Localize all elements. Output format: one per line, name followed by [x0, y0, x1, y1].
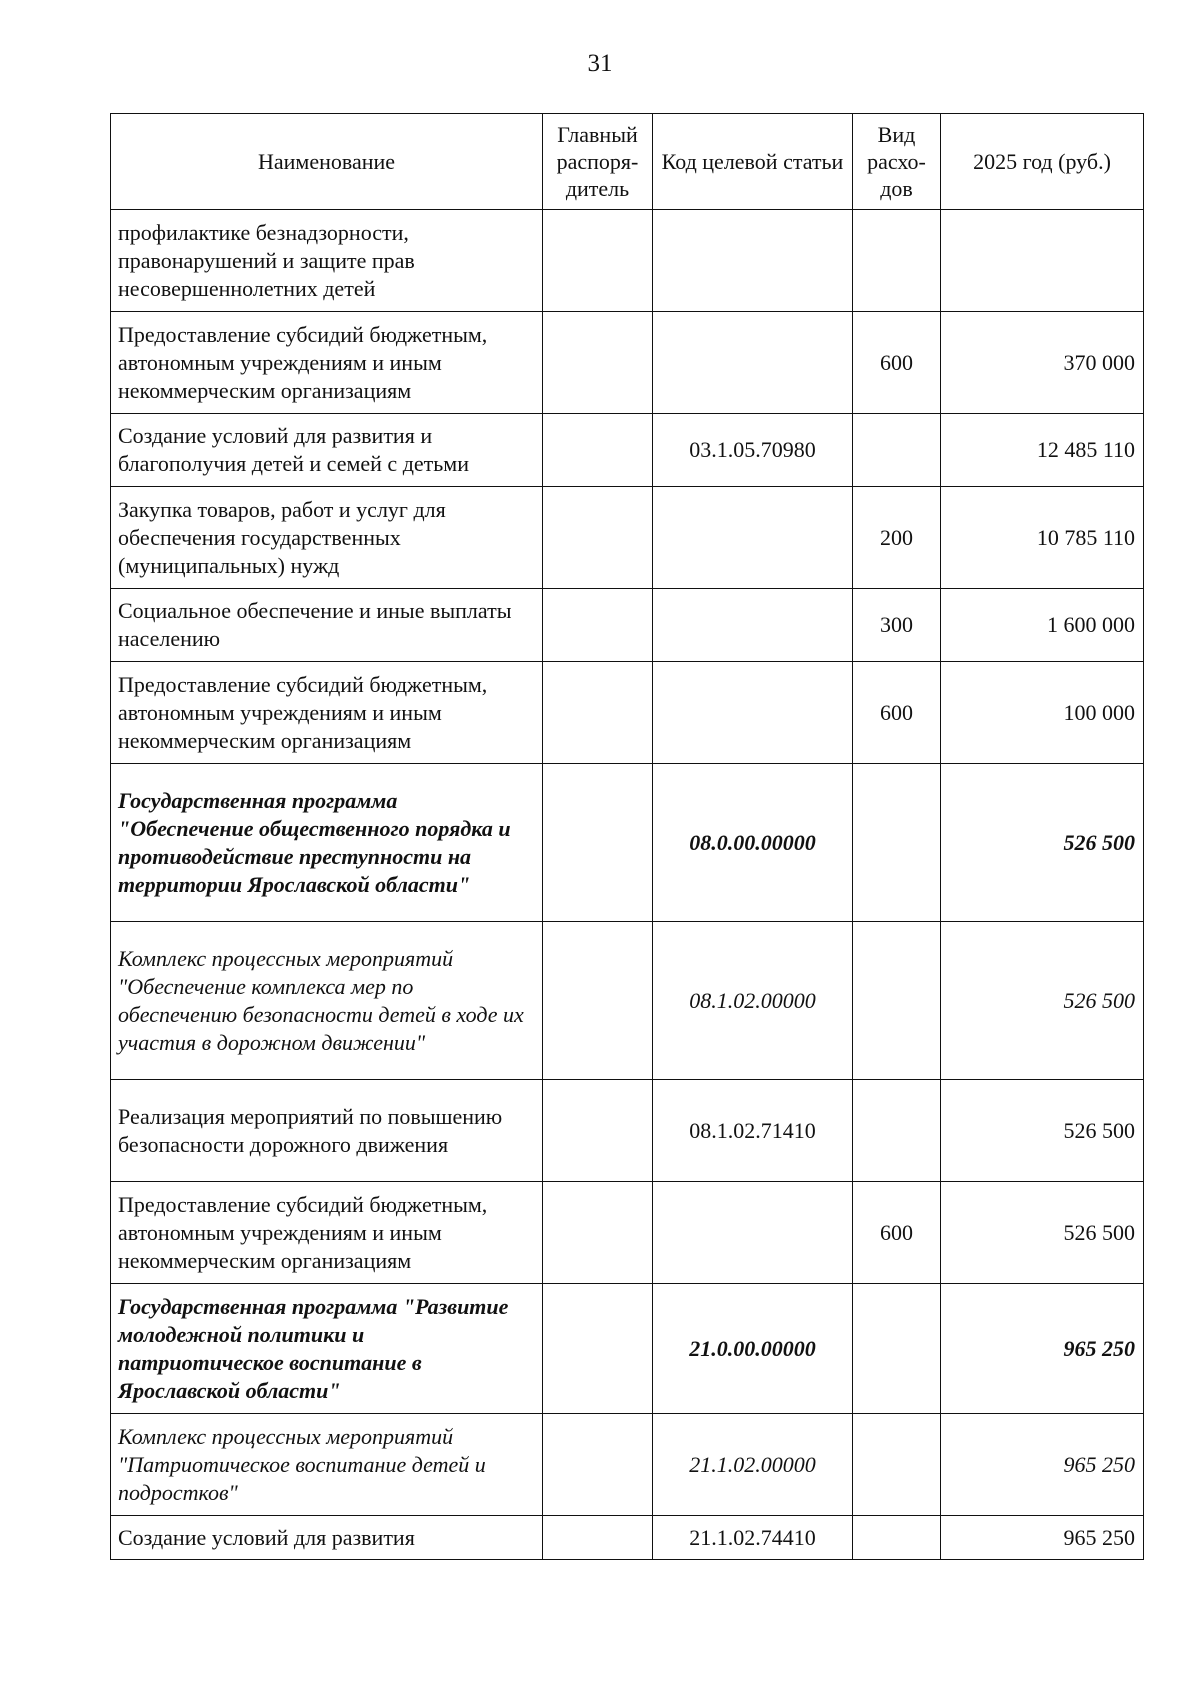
cell-type — [853, 764, 941, 922]
header-amount: 2025 год (руб.) — [941, 114, 1144, 210]
cell-name: Предоставление субсидий бюджетным, автономным учреждениям и иным некоммерческим организациям — [111, 662, 543, 764]
cell-amount: 965 250 — [941, 1516, 1144, 1560]
cell-code — [653, 662, 853, 764]
cell-admin — [543, 487, 653, 589]
cell-amount: 526 500 — [941, 764, 1144, 922]
budget-table — [110, 113, 1144, 1560]
cell-type — [853, 922, 941, 1080]
cell-admin — [543, 764, 653, 922]
cell-type — [853, 1284, 941, 1414]
cell-admin — [543, 922, 653, 1080]
cell-amount: 965 250 — [941, 1414, 1144, 1516]
cell-type: 300 — [853, 589, 941, 662]
cell-code: 03.1.05.70980 — [653, 414, 853, 487]
cell-admin — [543, 1414, 653, 1516]
table-row-complex — [111, 922, 1144, 1080]
header-name: Наименование — [111, 114, 543, 210]
cell-type: 600 — [853, 662, 941, 764]
cell-name: профилактике безнадзорности, правонарушений и защите прав несовершеннолетних детей — [111, 210, 543, 312]
cell-admin — [543, 414, 653, 487]
cell-amount: 1 600 000 — [941, 589, 1144, 662]
cell-name: Закупка товаров, работ и услуг для обеспечения государственных (муниципальных) нужд — [111, 487, 543, 589]
table-row — [111, 589, 1144, 662]
cell-name: Комплекс процессных мероприятий "Обеспечение комплекса мер по обеспечению безопасности детей в ходе их участия в дорожном движении" — [111, 922, 543, 1080]
cell-code — [653, 210, 853, 312]
cell-type — [853, 1080, 941, 1182]
table-row — [111, 662, 1144, 764]
table-row — [111, 1182, 1144, 1284]
cell-type: 200 — [853, 487, 941, 589]
table-row-complex — [111, 1414, 1144, 1516]
cell-admin — [543, 589, 653, 662]
cell-name: Государственная программа "Обеспечение общественного порядка и противодействие преступности на территории Ярославской области" — [111, 764, 543, 922]
header-type: Вид расхо-дов — [853, 114, 941, 210]
cell-admin — [543, 1516, 653, 1560]
table-row — [111, 210, 1144, 312]
cell-name: Создание условий для развития и благополучия детей и семей с детьми — [111, 414, 543, 487]
cell-name: Государственная программа "Развитие молодежной политики и патриотическое воспитание в Ярославской области" — [111, 1284, 543, 1414]
cell-code — [653, 1182, 853, 1284]
cell-amount: 526 500 — [941, 1080, 1144, 1182]
cell-admin — [543, 312, 653, 414]
cell-type: 600 — [853, 312, 941, 414]
table-row — [111, 312, 1144, 414]
table-row — [111, 1516, 1144, 1560]
cell-code — [653, 312, 853, 414]
cell-code: 08.1.02.00000 — [653, 922, 853, 1080]
table-row — [111, 1080, 1144, 1182]
cell-admin — [543, 1080, 653, 1182]
cell-name: Комплекс процессных мероприятий "Патриотическое воспитание детей и подростков" — [111, 1414, 543, 1516]
cell-code: 08.1.02.71410 — [653, 1080, 853, 1182]
table-header-row — [111, 114, 1144, 210]
cell-type: 600 — [853, 1182, 941, 1284]
page-number: 31 — [587, 50, 613, 77]
cell-name: Социальное обеспечение и иные выплаты населению — [111, 589, 543, 662]
cell-name: Создание условий для развития — [111, 1516, 543, 1560]
table-row-program — [111, 1284, 1144, 1414]
cell-amount: 12 485 110 — [941, 414, 1144, 487]
cell-name: Предоставление субсидий бюджетным, автономным учреждениям и иным некоммерческим организациям — [111, 1182, 543, 1284]
cell-code — [653, 487, 853, 589]
cell-code: 21.1.02.00000 — [653, 1414, 853, 1516]
cell-type — [853, 414, 941, 487]
header-admin: Главный распоря-дитель — [543, 114, 653, 210]
cell-type — [853, 1414, 941, 1516]
header-code: Код целевой статьи — [653, 114, 853, 210]
cell-admin — [543, 1182, 653, 1284]
table-row-program — [111, 764, 1144, 922]
cell-admin — [543, 210, 653, 312]
cell-amount: 370 000 — [941, 312, 1144, 414]
cell-code: 21.0.00.00000 — [653, 1284, 853, 1414]
cell-amount: 526 500 — [941, 1182, 1144, 1284]
cell-name: Предоставление субсидий бюджетным, автономным учреждениям и иным некоммерческим организациям — [111, 312, 543, 414]
cell-amount: 10 785 110 — [941, 487, 1144, 589]
cell-type — [853, 210, 941, 312]
cell-admin — [543, 662, 653, 764]
cell-name: Реализация мероприятий по повышению безопасности дорожного движения — [111, 1080, 543, 1182]
cell-code: 21.1.02.74410 — [653, 1516, 853, 1560]
cell-code: 08.0.00.00000 — [653, 764, 853, 922]
table-row — [111, 414, 1144, 487]
cell-amount: 100 000 — [941, 662, 1144, 764]
cell-code — [653, 589, 853, 662]
cell-amount: 526 500 — [941, 922, 1144, 1080]
cell-amount: 965 250 — [941, 1284, 1144, 1414]
cell-type — [853, 1516, 941, 1560]
table-row — [111, 487, 1144, 589]
cell-admin — [543, 1284, 653, 1414]
cell-amount — [941, 210, 1144, 312]
